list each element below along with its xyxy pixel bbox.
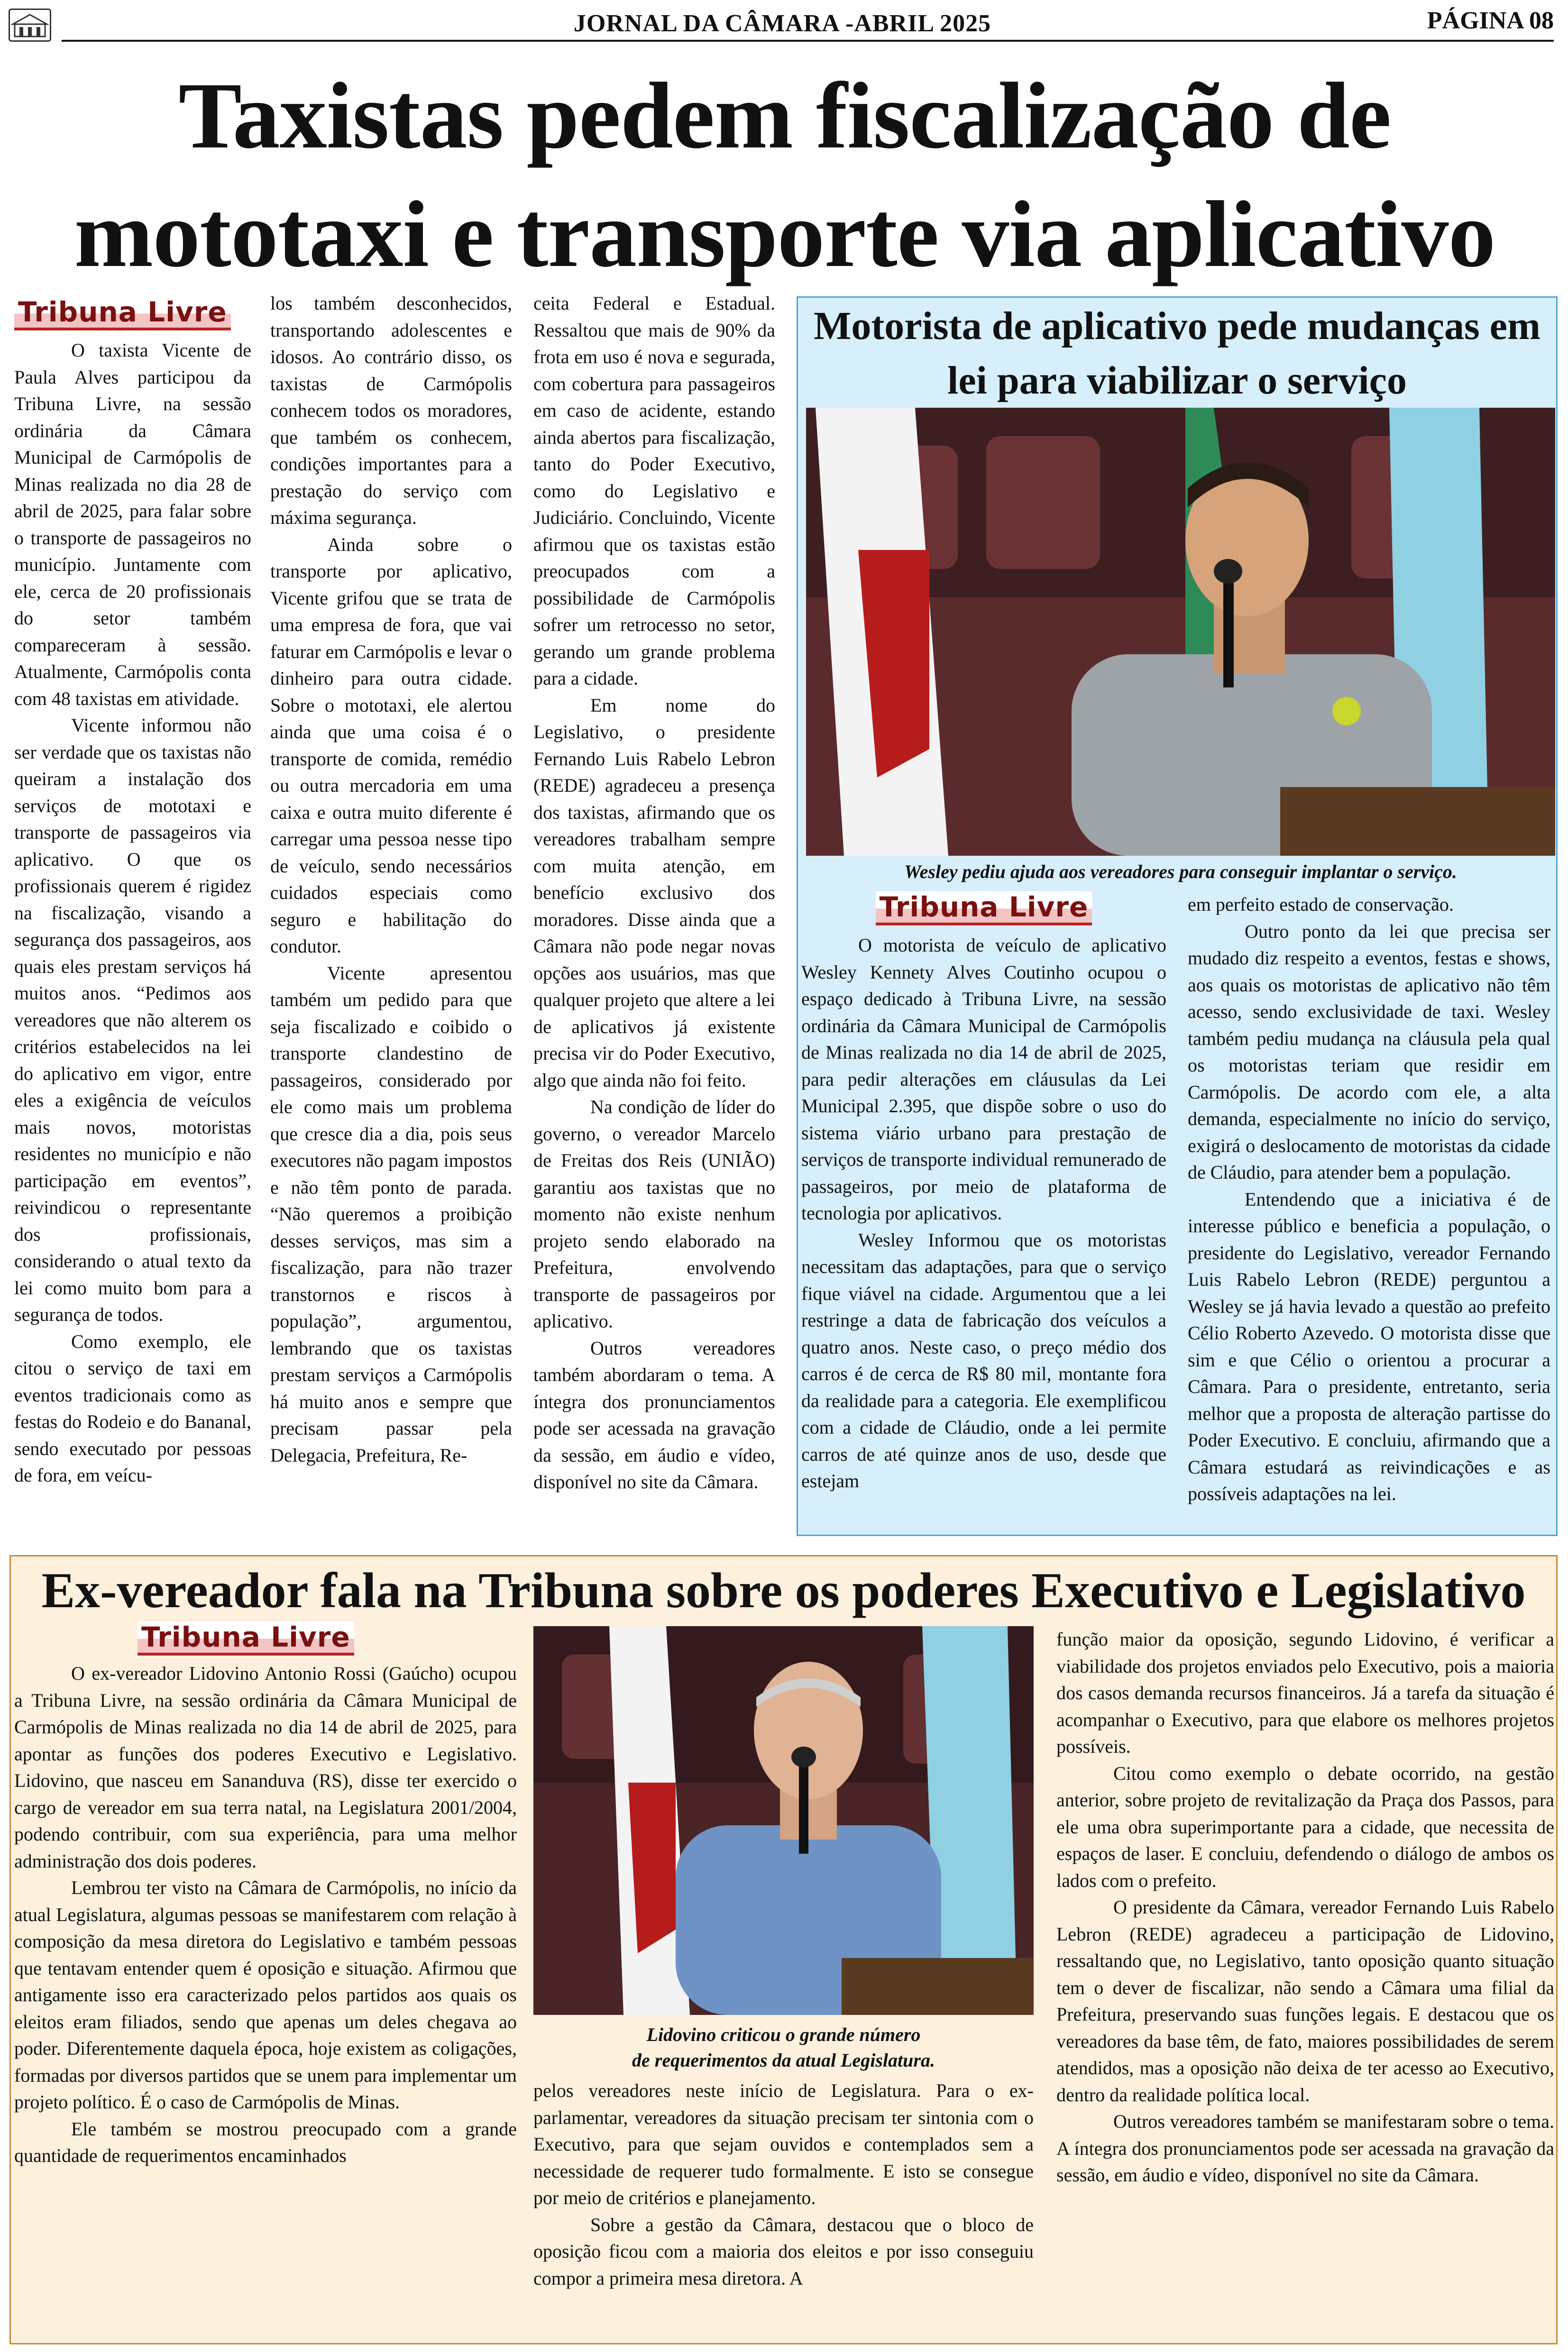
paragraph: O presidente da Câmara, vereador Fernando Luis Rabelo Lebron (REDE) agradeceu a participação de Lidovino, ressaltando que, no Legislativo, tanto oposição quanto situação tem o dever de fiscalizar, não sendo a Câmara uma filial da Prefeitura, preservando suas funções legais. E destacou que os vereadores da base têm, de fato, maiores possibilidades de serem atendidos, mas a oposição não deixa de ter acesso ao Executivo, dentro da realidade política local. <box>1056 1896 1554 2105</box>
paragraph: Outros vereadores também se manifestaram sobre o tema. A íntegra dos pronunciamentos pode ser acessada na gravação da sessão, em áudio e vídeo, disponível no site da Câmara. <box>1056 2111 1554 2186</box>
paragraph: Lembrou ter visto na Câmara de Carmópolis, no início da atual Legislatura, algumas pessoas se manifestarem com relação à composição da mesa diretora do Legislativo e também pessoas que tentavam entender quem é oposição e situação. Afirmou que antigamente isso era caracterizado pelos partidos aos quais os eleitos eram filiados, sendo que apenas um deles chegava ao poder. Diferentemente daquela época, hoje existem as coligações, formadas por diversos partidos que se unem para implementar um projeto político. É o caso de Carmópolis de Minas. <box>14 1877 517 2113</box>
paragraph: Citou como exemplo o debate ocorrido, na gestão anterior, sobre projeto de revitalização da Praça dos Passos, para ele uma obra superimportante para a cidade, que necessita de espaços de laser. E concluiu, defendendo o diálogo de ambos os lados com o prefeito. <box>1056 1762 1554 1891</box>
main-headline-line2: mototaxi e transporte via aplicativo <box>74 182 1495 287</box>
sidebar-headline: Motorista de aplicativo pede mudanças em lei para viabilizar o serviço <box>814 304 1540 403</box>
paragraph: Wesley Informou que os motoristas necessitam das adaptações, para que o serviço fique viável na cidade. Argumentou que a lei restringe a data de fabricação dos veículos a quatro anos. Neste caso, o preço médio dos carros é de cerca de R$ 80 mil, montante fora da realidade para a categoria. Ele exemplificou com a cidade de Cláudio, onde a lei permite carros de até quinze anos de uso, desde que estejam <box>801 1229 1166 1492</box>
paragraph: Vicente apresentou também um pedido para que seja fiscalizado e coibido o transporte clandestino de passageiros, considerado por ele como mais um problema que cresce dia a dia, pois seus executores não pagam impostos e não têm ponto de parada. “Não queremos a proibição desses serviços, mas sim a fiscalização, para não trazer transtornos e riscos à população”, argumentou, lembrando que os taxistas prestam serviços a Carmópolis há muito anos e sempre que precisam passar pela Delegacia, Prefeitura, Re- <box>270 962 512 1466</box>
wesley-photo <box>806 408 1555 856</box>
bottom-headline: Ex-vereador fala na Tribuna sobre os poderes Executivo e Legislativo <box>41 1563 1526 1618</box>
paragraph: ceita Federal e Estadual. Ressaltou que mais de 90% da frota em uso é nova e segurada, com cobertura para passageiros em caso de acidente, estando ainda abertos para fiscalização, tanto do Poder Executivo, como do Legislativo e Judiciário. Concluindo, Vicente afirmou que os taxistas estão preocupados com a possibilidade de Carmópolis sofrer um retrocesso no setor, gerando um grande problema para a cidade. <box>533 293 775 689</box>
paragraph: Ainda sobre o transporte por aplicativo, Vicente grifou que se trata de uma empresa de fora, que vai faturar em Carmópolis e levar o dinheiro para outra cidade. Sobre o mototaxi, ele alertou ainda que uma coisa é o transporte de comida, remédio ou outra mercadoria em uma caixa e outra muito diferente é carregar uma pessoa nesse tipo de veículo, sendo necessários cuidados especiais como seguro e habilitação do condutor. <box>270 533 512 957</box>
paragraph: O taxista Vicente de Paula Alves participou da Tribuna Livre, na sessão ordinária da Câmara Municipal de Carmópolis de Minas realizada no dia 28 de abril de 2025, para falar sobre o transporte de passageiros no município. Juntamente com ele, cerca de 20 profissionais do setor também compareceram à sessão. Atualmente, Carmópolis conta com 48 taxistas em atividade. <box>14 339 251 709</box>
paragraph: Entendendo que a iniciativa é de interesse público e beneficia a população, o presidente do Legislativo, vereador Fernando Luis Rabelo Lebron (REDE) perguntou a Wesley se já havia levado a questão ao prefeito Célio Roberto Azevedo. O motorista disse que sim e que Célio o orientou a procurar a Câmara. Para o presidente, entretanto, seria melhor que a proposta de alteração partisse do Poder Executivo. E concluiu, afirmando que a Câmara estudará as reivindicações e as possíveis adaptações na lei. <box>1188 1188 1550 1504</box>
main-headline-line1: Taxistas pedem fiscalização de <box>178 64 1391 168</box>
paragraph: O motorista de veículo de aplicativo Wesley Kennety Alves Coutinho ocupou o espaço dedicado à Tribuna Livre, na sessão ordinária da Câmara Municipal de Carmópolis de Minas realizada no dia 14 de abril de 2025, para pedir alterações em cláusulas da Lei Municipal 2.395, que dispõe sobre o uso do sistema viário urbano para prestação de serviços de transporte individual remunerado de passageiros, por meio de plataforma de tecnologia por aplicativos. <box>801 934 1166 1224</box>
wesley-photo-caption: Wesley pediu ajuda aos vereadores para conseguir implantar o serviço. <box>904 861 1457 882</box>
tribuna-livre-tag: Tribuna Livre <box>138 1621 354 1656</box>
paragraph: O ex-vereador Lidovino Antonio Rossi (Gaúcho) ocupou a Tribuna Livre, na sessão ordinária da Câmara Municipal de Carmópolis de Minas realizada no dia 14 de abril de 2025, para apontar as funções dos poderes Executivo e Legislativo. Lidovino, que nasceu em Sananduva (RS), disse ter exercido o cargo de vereador em sua terra natal, na Legislatura 2001/2004, podendo contribuir, com sua experiência, para uma melhor administração dos dois poderes. <box>14 1663 517 1872</box>
paragraph: pelos vereadores neste início de Legislatura. Para o ex-parlamentar, vereadores da situação precisam ter sintonia com o Executivo, para que sejam ouvidos e contemplados sem a necessidade de requerer tudo formalmente. E isto se consegue por meio de critérios e planejamento. <box>533 2080 1034 2208</box>
paragraph: função maior da oposição, segundo Lidovino, é verificar a viabilidade dos projetos enviados pelo Executivo, pois a maioria dos casos demanda recursos financeiros. Já a tarefa da situação é acompanhar o Executivo, para que elabore os melhores projetos possíveis. <box>1056 1629 1554 1757</box>
paragraph: Na condição de líder do governo, o vereador Marcelo de Freitas dos Reis (UNIÃO) garantiu aos taxistas que no momento não existe nenhum projeto sendo elaborado na Prefeitura, envolvendo transporte de passageiros por aplicativo. <box>533 1096 775 1332</box>
paragraph: Como exemplo, ele citou o serviço de taxi em eventos tradicionais como as festas do Rodeio e do Bananal, sendo executado por pessoas de fora, em veícu- <box>14 1330 251 1486</box>
lidovino-photo <box>533 1626 1034 2015</box>
sidebar-column-1 <box>801 891 1166 1495</box>
bottom-column-3 <box>1056 1626 1554 2189</box>
tribuna-livre-tag: Tribuna Livre <box>14 296 231 330</box>
paragraph: Outros vereadores também abordaram o tema. A íntegra dos pronunciamentos pode ser acessada na gravação da sessão, em áudio e vídeo, disponível no site da Câmara. <box>533 1337 775 1492</box>
paragraph: Outro ponto da lei que precisa ser mudado diz respeito a eventos, festas e shows, aos quais os motoristas de aplicativo não têm acesso, sendo exclusividade de taxi. Wesley também pediu mudança na cláusula pela qual os motoristas teriam que residir em Carmópolis. De acordo com ele, a alta demanda, especialmente no início do serviço, exigirá o deslocamento de motoristas da cidade de Cláudio, para atender bem a população. <box>1188 920 1550 1183</box>
main-column-1 <box>14 296 251 1489</box>
main-headline <box>14 57 1555 294</box>
tribuna-livre-tag: Tribuna Livre <box>876 891 1092 925</box>
city-hall-icon <box>9 9 51 42</box>
paragraph: em perfeito estado de conservação. <box>1188 894 1454 915</box>
page-number: PÁGINA 08 <box>1427 7 1554 34</box>
lidovino-photo-caption <box>533 2022 1034 2073</box>
paragraph: Sobre a gestão da Câmara, destacou que o bloco de oposição ficou com a maioria dos eleitos e por isso conseguiu compor a primeira mesa diretora. A <box>533 2214 1034 2289</box>
main-column-2 <box>270 290 512 1469</box>
paragraph: los também desconhecidos, transportando adolescentes e idosos. Ao contrário disso, os taxistas de Carmópolis conhecem todos os moradores, que também os conhecem, condições importantes para a prestação do serviço com máxima segurança. <box>270 293 512 528</box>
newspaper-header: JORNAL DA CÂMARA -ABRIL 2025 <box>573 10 991 37</box>
sidebar-column-2 <box>1188 891 1550 1508</box>
logo-graphic <box>11 11 49 39</box>
caption-line: Lidovino criticou o grande número <box>646 2024 921 2045</box>
paragraph: Vicente informou não ser verdade que os taxistas não queiram a instalação dos serviços de mototaxi e transporte de passageiros via aplicativo. O que os profissionais querem é rigidez na fiscalização, visando a segurança dos passageiros, aos quais eles prestam serviços há muitos anos. “Pedimos aos vereadores que não alterem os critérios estabelecidos na lei do aplicativo em vigor, entre eles a exigência de veículos mais novos, motoristas residentes no município e não participação em eventos”, reivindicou o representante dos profissionais, considerando o atual texto da lei como muito bom para a segurança de todos. <box>14 714 251 1325</box>
caption-line: de requerimentos da atual Legislatura. <box>632 2050 935 2071</box>
paragraph: Ele também se mostrou preocupado com a grande quantidade de requerimentos encaminhados <box>14 2118 517 2166</box>
bottom-column-2 <box>533 2077 1034 2292</box>
paragraph: Em nome do Legislativo, o presidente Fernando Luis Rabelo Lebron (REDE) agradeceu a presença dos taxistas, afirmando que os vereadores trabalham sempre com muita atenção, em benefício exclusivo dos moradores. Disse ainda que a Câmara não pode negar novas opções aos usuários, mas que qualquer projeto que altere a lei de aplicativos já existente precisa vir do Poder Executivo, algo que ainda não foi feito. <box>533 694 775 1091</box>
main-column-3 <box>533 290 775 1496</box>
bottom-column-1 <box>14 1621 517 2169</box>
header-divider <box>62 40 1554 42</box>
